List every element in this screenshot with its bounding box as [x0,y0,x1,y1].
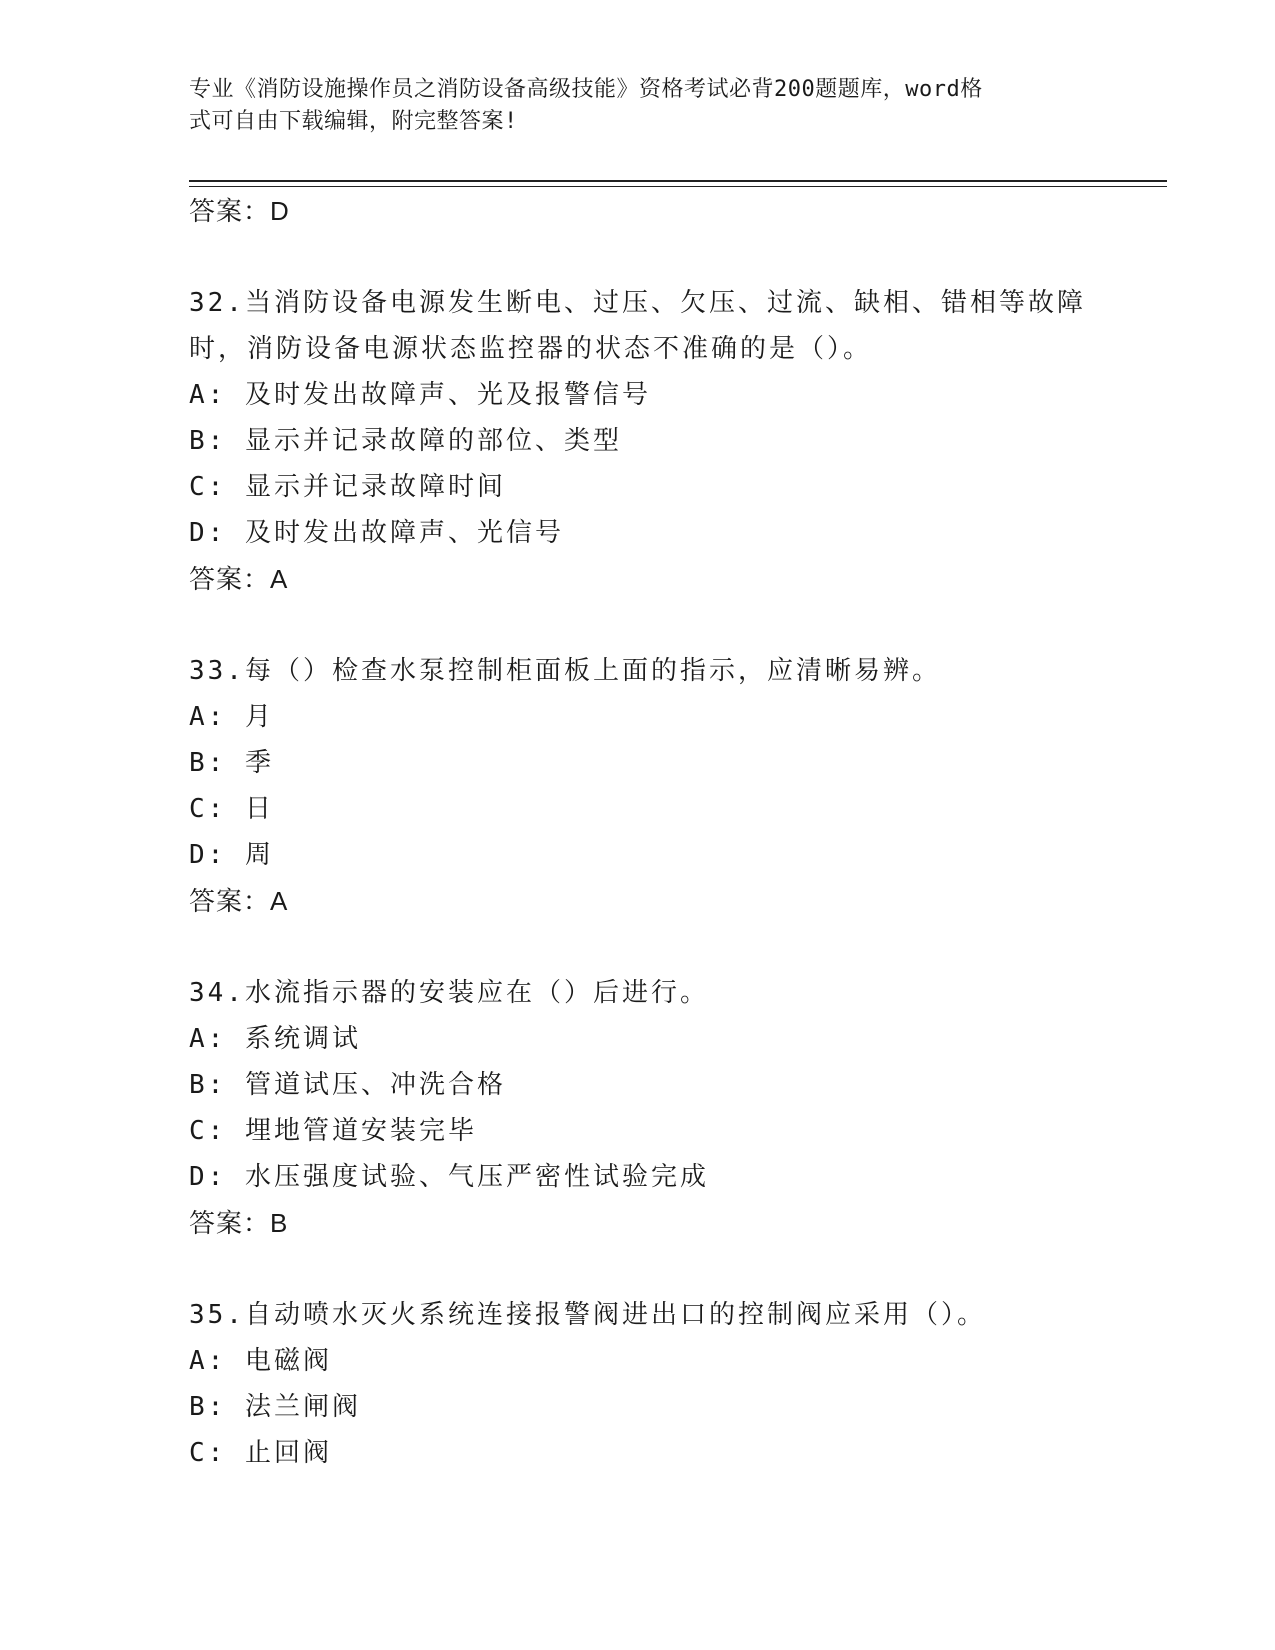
option-b: B: 季 [189,748,274,778]
header-divider-thick [189,180,1167,182]
option-a: A: 及时发出故障声、光及报警信号 [189,380,651,410]
option-c: C: 日 [189,794,274,824]
question-block-32 [189,280,1089,602]
option-c: C: 埋地管道安装完毕 [189,1116,477,1146]
option-a: A: 月 [189,702,274,732]
question-block-34 [189,970,1089,1246]
option-d: D: 周 [189,840,274,870]
previous-answer: 答案：D [189,196,290,226]
spacer [189,1246,1089,1292]
document-header [189,74,1089,138]
option-b: B: 显示并记录故障的部位、类型 [189,426,622,456]
answer: 答案：A [189,564,289,594]
page-content [189,188,1089,1476]
question-stem: 33.每（）检查水泵控制柜面板上面的指示，应清晰易辨。 [189,656,941,686]
question-stem-continued: 时，消防设备电源状态监控器的状态不准确的是（）。 [189,334,873,364]
option-a: A: 系统调试 [189,1024,361,1054]
question-block-35 [189,1292,1089,1476]
spacer [189,602,1089,648]
question-block-33 [189,648,1089,924]
option-d: D: 及时发出故障声、光信号 [189,518,564,548]
option-d: D: 水压强度试验、气压严密性试验完成 [189,1162,709,1192]
answer: 答案：A [189,886,289,916]
header-line-2: 式可自由下载编辑，附完整答案! [189,109,518,134]
option-b: B: 法兰闸阀 [189,1392,361,1422]
question-stem: 35.自动喷水灭火系统连接报警阀进出口的控制阀应采用（）。 [189,1300,986,1330]
option-b: B: 管道试压、冲洗合格 [189,1070,506,1100]
spacer [189,234,1089,280]
spacer [189,924,1089,970]
option-a: A: 电磁阀 [189,1346,332,1376]
answer: 答案：B [189,1208,289,1238]
option-c: C: 止回阀 [189,1438,332,1468]
header-line-1: 专业《消防设施操作员之消防设备高级技能》资格考试必背200题题库，word格 [189,77,983,102]
header-divider-thin [189,186,1167,187]
question-stem: 34.水流指示器的安装应在（）后进行。 [189,978,709,1008]
option-c: C: 显示并记录故障时间 [189,472,506,502]
question-stem: 32.当消防设备电源发生断电、过压、欠压、过流、缺相、错相等故障 [189,288,1086,318]
